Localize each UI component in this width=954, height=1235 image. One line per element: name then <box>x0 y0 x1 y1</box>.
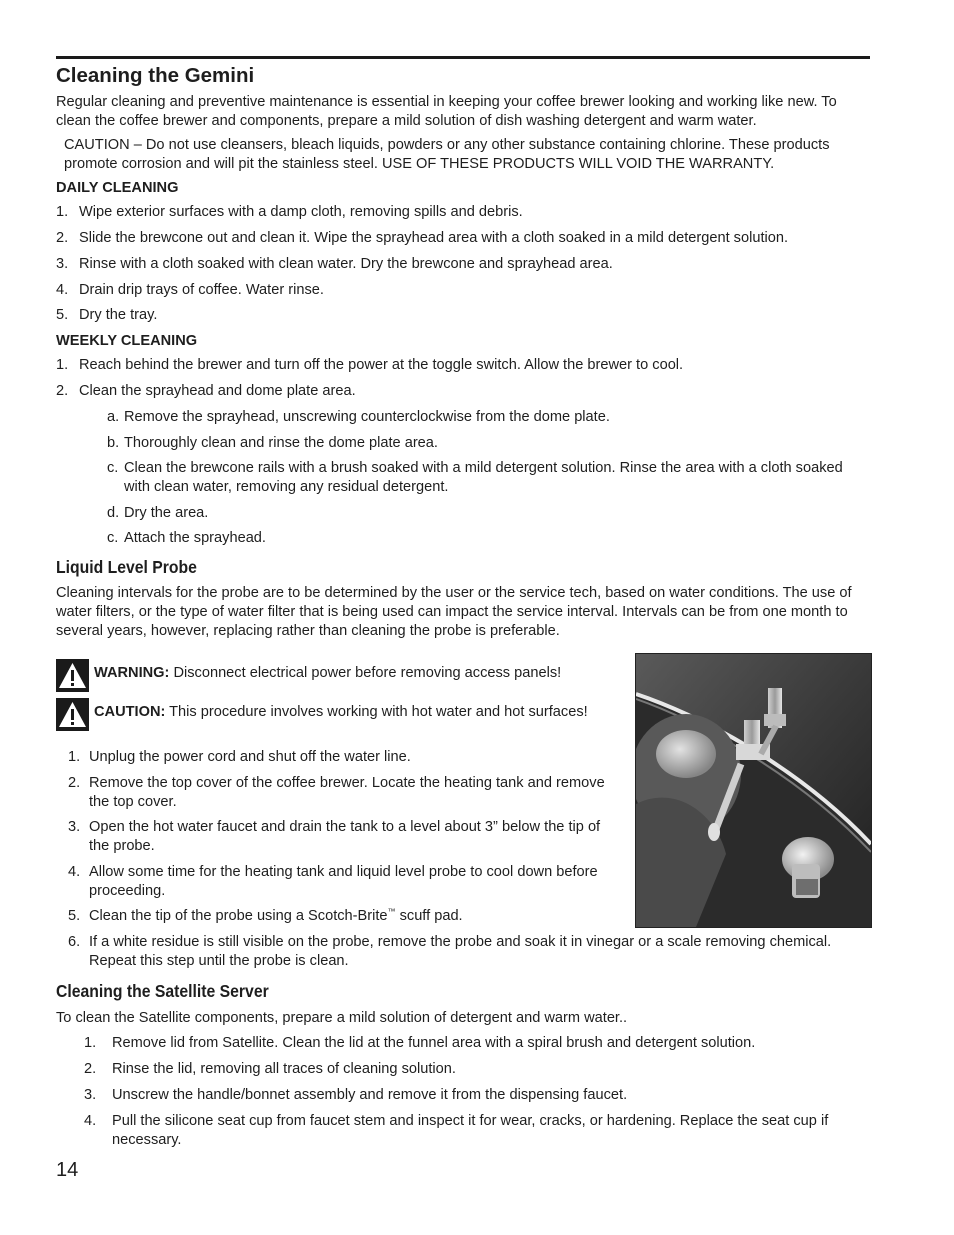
sub-list-item: b. Thoroughly clean and rinse the dome plate area. <box>107 435 438 451</box>
list-item: 6. If a white residue is still visible on the probe, remove the probe and soak it in vinegar or a scale removing chemical. Repeat this step until the probe is clean. <box>68 934 832 969</box>
probe-photo-image <box>636 654 871 927</box>
page-number: 14 <box>56 1159 79 1181</box>
list-item: 1. Wipe exterior surfaces with a damp cloth, removing spills and debris. <box>56 204 523 220</box>
probe-photo <box>635 653 872 928</box>
list-item: 3. Rinse with a cloth soaked with clean water. Dry the brewcone and sprayhead area. <box>56 256 613 272</box>
page-title: Cleaning the Gemini <box>56 64 255 87</box>
list-item: 2. Rinse the lid, removing all traces of cleaning solution. <box>84 1061 456 1077</box>
list-item: 1. Unplug the power cord and shut off the water line. <box>68 749 411 765</box>
list-item: 4. Drain drip trays of coffee. Water rinse. <box>56 282 324 298</box>
daily-cleaning-heading: DAILY CLEANING <box>56 180 179 196</box>
list-item: 2. Slide the brewcone out and clean it. Wipe the sprayhead area with a cloth soaked in a mild detergent solution. <box>56 230 789 246</box>
list-item: 1. Reach behind the brewer and turn off the power at the toggle switch. Allow the brewer to cool. <box>56 357 684 373</box>
intro-paragraph: Regular cleaning and preventive maintenance is essential in keeping your coffee brewer looking and working like new. To clean the coffee brewer and components, prepare a mild solution of dish washing detergent and warm water. <box>56 94 837 129</box>
satellite-server-heading: Cleaning the Satellite Server <box>56 981 269 1001</box>
list-item: 5. Dry the tray. <box>56 307 158 323</box>
warning-icon <box>56 659 89 692</box>
caution-icon <box>56 698 89 731</box>
list-item: 1. Remove lid from Satellite. Clean the lid at the funnel area with a spiral brush and detergent solution. <box>84 1035 756 1051</box>
chlorine-caution: CAUTION – Do not use cleansers, bleach liquids, powders or any other substance containing chlorine. These products promote corrosion and will pit the stainless steel. USE OF THESE PRODUCTS WILL VOID THE WARRANTY. <box>64 137 830 172</box>
list-item: 2. Clean the sprayhead and dome plate area. <box>56 383 356 399</box>
sub-list-item: c. Clean the brewcone rails with a brush soaked with a mild detergent solution. Rinse the area with a cloth soaked with clean water, removing any residual detergent. <box>107 460 843 495</box>
probe-intro-paragraph: Cleaning intervals for the probe are to be determined by the user or the service tech, based on water conditions. The use of water filters, or the type of water filter that is being used can impact the service interval. Intervals can be from one month to several years, however, replacing rather than cleaning the probe is preferable. <box>56 585 852 639</box>
list-item: 4. Pull the silicone seat cup from faucet stem and inspect it for wear, cracks, or hardening. Replace the seat cup if necessary. <box>84 1113 829 1148</box>
list-item: 2. Remove the top cover of the coffee brewer. Locate the heating tank and remove the top cover. <box>68 775 605 810</box>
sub-list-item: a. Remove the sprayhead, unscrewing counterclockwise from the dome plate. <box>107 409 610 425</box>
weekly-cleaning-heading: WEEKLY CLEANING <box>56 333 198 349</box>
satellite-intro-paragraph: To clean the Satellite components, prepare a mild solution of detergent and warm water.. <box>56 1010 628 1026</box>
sub-list-item: c. Attach the sprayhead. <box>107 530 266 546</box>
list-item: 3. Open the hot water faucet and drain the tank to a level about 3” below the tip of the probe. <box>68 819 601 854</box>
sub-list-item: d. Dry the area. <box>107 505 209 521</box>
list-item: 3. Unscrew the handle/bonnet assembly and remove it from the dispensing faucet. <box>84 1087 628 1103</box>
list-item: 4. Allow some time for the heating tank and liquid level probe to cool down before proceeding. <box>68 864 598 899</box>
top-rule <box>56 56 870 59</box>
liquid-level-probe-heading: Liquid Level Probe <box>56 557 197 577</box>
list-item: 5. Clean the tip of the probe using a Scotch-Brite™ scuff pad. <box>68 907 463 924</box>
